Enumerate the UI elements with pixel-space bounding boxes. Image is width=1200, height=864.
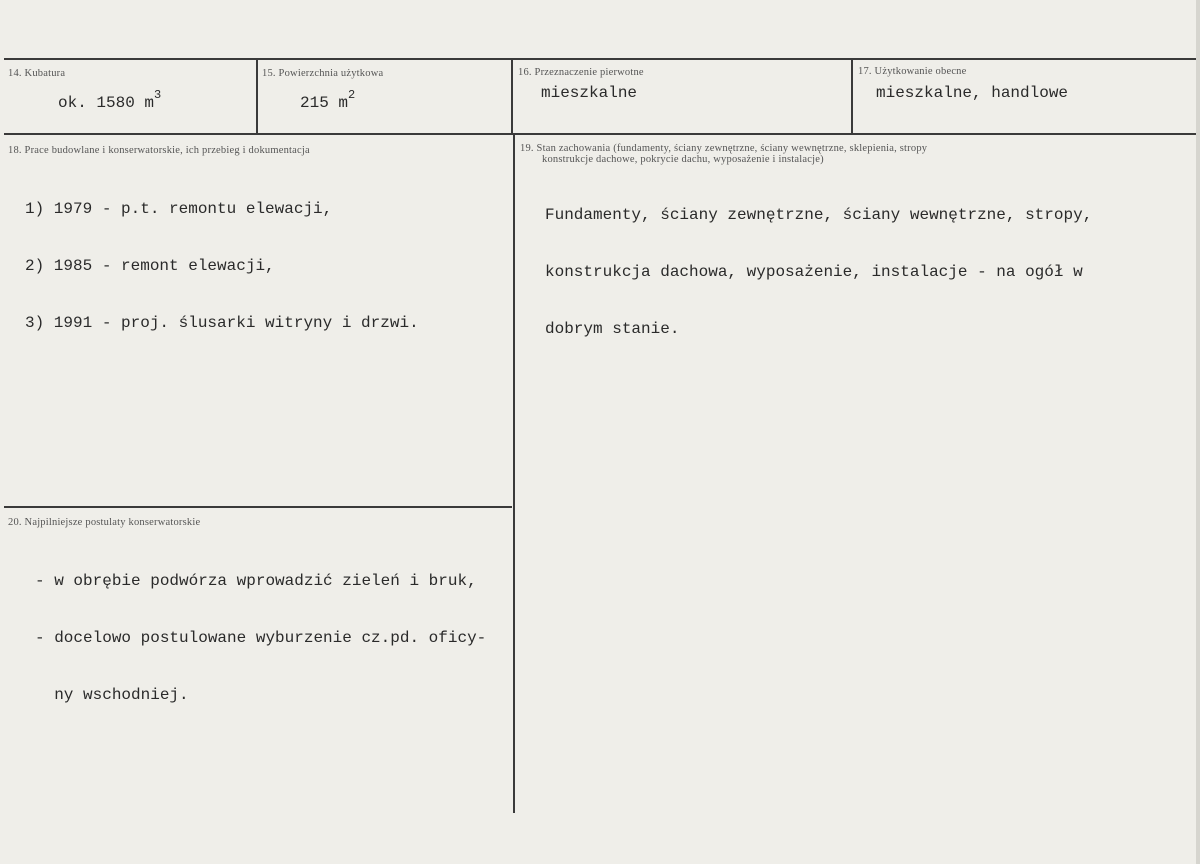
section18-bottom-rule [4, 506, 512, 508]
field-19-line: dobrym stanie. [545, 320, 680, 338]
field-14-value: ok. 1580 $m^3$ [58, 88, 162, 112]
field-19-label [520, 143, 927, 165]
card-edge-shadow [1196, 0, 1200, 864]
field-20-line: - docelowo postulowane wyburzenie cz.pd. oficy- [35, 629, 487, 647]
field-17-label: 17. Użytkowanie obecne [858, 66, 967, 77]
top-rule [4, 58, 1196, 60]
field-19-label-line: konstrukcje dachowe, pokrycie dachu, wyposażenie i instalacje) [542, 154, 824, 165]
divider-15-16 [511, 60, 513, 134]
divider-14-15 [256, 60, 258, 134]
divider-16-17 [851, 60, 853, 134]
field-18-entry: 3) 1991 - proj. ślusarki witryny i drzwi. [25, 314, 419, 332]
row1-bottom-rule [4, 133, 1196, 135]
field-18-entries [25, 162, 419, 371]
field-18-label: 18. Prace budowlane i konserwatorskie, ich przebieg i dokumentacja [8, 145, 310, 156]
field-18-entry: 1) 1979 - p.t. remontu elewacji, [25, 200, 333, 218]
field-20-postulates [35, 534, 486, 743]
field-19-line: konstrukcja dachowa, wyposażenie, instalacje - na ogół w [545, 263, 1083, 281]
field-15-label: 15. Powierzchnia użytkowa [262, 68, 384, 79]
divider-18-19 [513, 135, 515, 813]
field-19-label-line: 19. Stan zachowania (fundamenty, ściany zewnętrzne, ściany wewnętrzne, sklepienia, stropy [520, 143, 928, 154]
field-19-line: Fundamenty, ściany zewnętrzne, ściany wewnętrzne, stropy, [545, 206, 1093, 224]
field-15-value: 215 $m^2$ [300, 88, 356, 112]
field-16-label: 16. Przeznaczenie pierwotne [518, 67, 644, 78]
field-16-value: mieszkalne [541, 84, 638, 102]
field-19-description [545, 168, 1092, 377]
field-14-label: 14. Kubatura [8, 68, 66, 79]
field-20-label: 20. Najpilniejsze postulaty konserwatorskie [8, 517, 201, 528]
field-18-entry: 2) 1985 - remont elewacji, [25, 257, 275, 275]
field-20-line: ny wschodniej. [35, 686, 189, 704]
field-20-line: - w obrębie podwórza wprowadzić zieleń i bruk, [35, 572, 477, 590]
field-17-value: mieszkalne, handlowe [876, 84, 1069, 102]
